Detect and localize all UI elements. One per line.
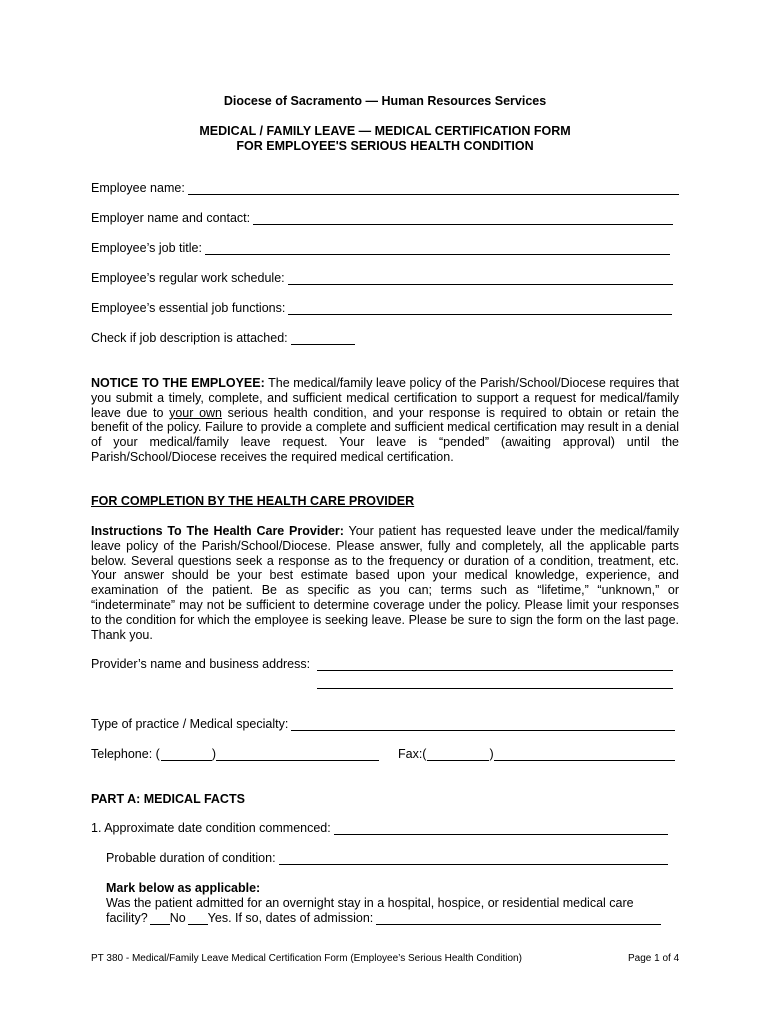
job-title-field[interactable] xyxy=(91,241,670,255)
duration-input-line[interactable] xyxy=(279,851,668,865)
telephone-field[interactable] xyxy=(91,747,379,761)
job-description-field[interactable] xyxy=(91,331,355,345)
duration-label: Probable duration of condition: xyxy=(106,851,276,865)
telephone-number-line[interactable] xyxy=(216,747,379,761)
yes-checkbox-line[interactable] xyxy=(188,911,208,925)
duration-field[interactable] xyxy=(106,851,668,865)
organization-heading: Diocese of Sacramento — Human Resources Services xyxy=(223,94,547,108)
instructions-text: Your patient has requested leave under the medical/family leave policy of the Parish/School/Diocese. Please answer, fully and completely, all the applicable parts below. Several questions seek a response as to the frequency or duration of a condition, treatment, etc. Your answer should be your best estimate based upon your medical knowledge, experience, and examination of the patient. Be as specific as you can; terms such as “lifetime,” “unknown,” or “indeterminate” may not be sufficient to determine coverage under the policy. Please limit your responses to the condition for which the employee is seeking leave. Please be sure to sign the form on the last page. Thank you. xyxy=(91,524,679,642)
no-option-label: No xyxy=(169,911,186,925)
fax-close-paren: ) xyxy=(489,747,494,761)
practice-label: Type of practice / Medical specialty: xyxy=(91,717,289,731)
employer-field[interactable] xyxy=(91,211,673,225)
practice-input-line[interactable] xyxy=(291,717,675,731)
job-title-label: Employee’s job title: xyxy=(91,241,202,255)
form-subtitle: FOR EMPLOYEE'S SERIOUS HEALTH CONDITION xyxy=(236,139,534,153)
fax-field[interactable] xyxy=(398,747,675,761)
notice-text-part2: serious health condition, and your response is required to obtain or retain the benefit of the policy. Failure to provide a complete and sufficient medical certification may result in a denial of your medical/family leave request. Your leave is “pended” (awaiting approval) until the Parish/School/Diocese receives the required medical certification. xyxy=(91,405,679,464)
admission-dates-input-line[interactable] xyxy=(376,911,661,925)
instructions-paragraph xyxy=(91,524,679,642)
footer-page-number: Page 1 of 4 xyxy=(628,953,680,964)
job-functions-input-line[interactable] xyxy=(288,301,672,315)
job-description-input-line[interactable] xyxy=(291,331,355,345)
fax-number-line[interactable] xyxy=(494,747,675,761)
footer-form-name: PT 380 - Medical/Family Leave Medical Certification Form (Employee’s Serious Health Condition) xyxy=(91,953,522,964)
employee-name-field[interactable] xyxy=(91,181,679,195)
job-functions-label: Employee’s essential job functions: xyxy=(91,301,286,315)
fax-label: Fax:( xyxy=(398,747,427,761)
work-schedule-label: Employee’s regular work schedule: xyxy=(91,271,285,285)
telephone-area-code-line[interactable] xyxy=(161,747,212,761)
date-commenced-input-line[interactable] xyxy=(334,821,668,835)
employer-input-line[interactable] xyxy=(253,211,673,225)
notice-paragraph xyxy=(91,376,679,465)
provider-address-input-line[interactable] xyxy=(317,688,673,689)
practice-field[interactable] xyxy=(91,717,675,731)
employer-label: Employer name and contact: xyxy=(91,211,251,225)
job-functions-field[interactable] xyxy=(91,301,672,315)
telephone-close-paren: ) xyxy=(211,747,216,761)
date-commenced-label: 1. Approximate date condition commenced: xyxy=(91,821,331,835)
job-title-input-line[interactable] xyxy=(205,241,670,255)
mark-applicable-heading: Mark below as applicable: xyxy=(106,881,261,895)
fax-area-code-line[interactable] xyxy=(427,747,489,761)
job-description-label: Check if job description is attached: xyxy=(91,331,288,345)
overnight-question-line2 xyxy=(106,911,661,925)
notice-heading: NOTICE TO THE EMPLOYEE: xyxy=(91,376,265,390)
form-title: MEDICAL / FAMILY LEAVE — MEDICAL CERTIFICATION FORM xyxy=(199,124,571,138)
employee-name-input-line[interactable] xyxy=(188,181,679,195)
part-a-heading: PART A: MEDICAL FACTS xyxy=(91,792,245,806)
employee-name-label: Employee name: xyxy=(91,181,185,195)
notice-underlined-text: your own xyxy=(169,405,223,420)
provider-name-input-line[interactable] xyxy=(317,657,673,671)
telephone-label: Telephone: ( xyxy=(91,747,160,761)
provider-name-label: Provider’s name and business address: xyxy=(91,657,311,671)
date-commenced-field[interactable] xyxy=(91,821,668,835)
instructions-heading: Instructions To The Health Care Provider: xyxy=(91,524,344,538)
yes-option-label: Yes. If so, dates of admission: xyxy=(207,911,374,925)
work-schedule-field[interactable] xyxy=(91,271,673,285)
no-checkbox-line[interactable] xyxy=(150,911,170,925)
provider-section-heading: FOR COMPLETION BY THE HEALTH CARE PROVIDER xyxy=(91,494,415,508)
work-schedule-input-line[interactable] xyxy=(288,271,673,285)
notice-text-part1: The medical/family leave policy of the Parish/School/Diocese requires that you submit a timely, complete, and sufficient medical certification to support a request for medical/family leave due to xyxy=(91,376,679,420)
overnight-question-line1: Was the patient admitted for an overnight stay in a hospital, hospice, or residential medical care xyxy=(106,896,634,910)
overnight-facility-label: facility? xyxy=(106,911,148,925)
provider-name-field[interactable] xyxy=(91,657,673,671)
